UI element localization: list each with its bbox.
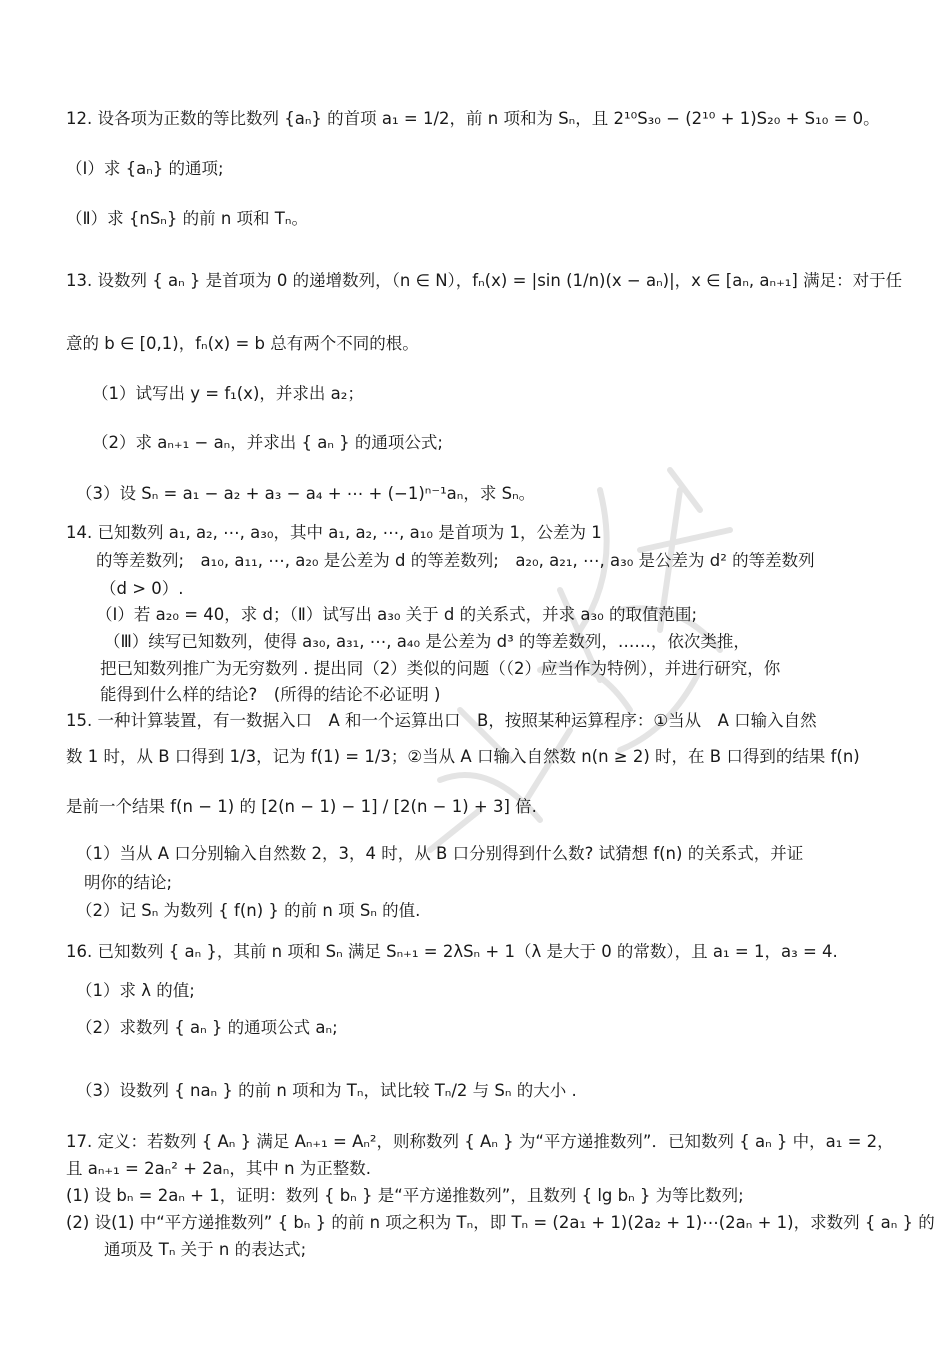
problem-14-line-2: 的等差数列; a₁₀, a₁₁, ⋯, a₂₀ 是公差为 d 的等差数列; a₂₀, a₂₁, ⋯, a₃₀ 是公差为 d² 的等差数列 — [96, 551, 815, 570]
problem-13-line-1: 13. 设数列 { aₙ } 是首项为 0 的递增数列，（n ∈ N），fₙ(x) = |sin (1/n)(x − aₙ)|，x ∈ [aₙ, aₙ₊₁] 满足：对于任 — [66, 271, 903, 290]
problem-12-line-3: （Ⅱ）求 {nSₙ} 的前 n 项和 Tₙ。 — [66, 209, 308, 228]
problem-14-line-4: （Ⅰ）若 a₂₀ = 40，求 d；（Ⅱ）试写出 a₃₀ 关于 d 的关系式，并求 a₃₀ 的取值范围; — [96, 605, 698, 624]
problem-16-line-3: （2）求数列 { aₙ } 的通项公式 aₙ; — [76, 1018, 338, 1037]
problem-17-line-5: 通项及 Tₙ 关于 n 的表达式; — [104, 1240, 307, 1259]
problem-17-line-3: (1) 设 bₙ = 2aₙ + 1，证明：数列 { bₙ } 是“平方递推数列”，且数列 { lg bₙ } 为等比数列; — [66, 1186, 744, 1205]
problem-12-line-2: （Ⅰ）求 {aₙ} 的通项; — [66, 159, 224, 178]
problem-16-line-1: 16. 已知数列 { aₙ }，其前 n 项和 Sₙ 满足 Sₙ₊₁ = 2λSₙ + 1（λ 是大于 0 的常数），且 a₁ = 1，a₃ = 4. — [66, 942, 838, 961]
problem-14-line-7: 能得到什么样的结论? (所得的结论不必证明 ) — [100, 685, 441, 704]
problem-13-line-4: （2）求 aₙ₊₁ − aₙ，并求出 { aₙ } 的通项公式; — [92, 433, 443, 452]
problem-17-line-1: 17. 定义：若数列 { Aₙ } 满足 Aₙ₊₁ = Aₙ²，则称数列 { Aₙ } 为“平方递推数列”．已知数列 { aₙ } 中，a₁ = 2， — [66, 1132, 894, 1151]
problem-13-line-2: 意的 b ∈ [0,1)，fₙ(x) = b 总有两个不同的根。 — [66, 334, 419, 353]
problem-16-line-4: （3）设数列 { naₙ } 的前 n 项和为 Tₙ，试比较 Tₙ/2 与 Sₙ 的大小 . — [76, 1081, 577, 1100]
problem-17-line-4: (2) 设(1) 中“平方递推数列” { bₙ } 的前 n 项之积为 Tₙ，即 Tₙ = (2a₁ + 1)(2a₂ + 1)⋯(2aₙ + 1)，求数列 { aₙ } 的 — [66, 1213, 935, 1232]
problem-12-line-1: 12. 设各项为正数的等比数列 {aₙ} 的首项 a₁ = 1/2，前 n 项和为 Sₙ，且 2¹⁰S₃₀ − (2¹⁰ + 1)S₂₀ + S₁₀ = 0。 — [66, 109, 880, 128]
problem-14-line-6: 把已知数列推广为无穷数列 . 提出同（2）类似的问题（（2）应当作为特例），并进行研究，你 — [100, 659, 781, 678]
problem-15-line-5: 明你的结论; — [84, 873, 173, 892]
problem-13-line-3: （1）试写出 y = f₁(x)，并求出 a₂； — [92, 384, 364, 403]
problem-13-line-5: （3）设 Sₙ = a₁ − a₂ + a₃ − a₄ + ⋯ + (−1)ⁿ⁻¹aₙ，求 Sₙ。 — [76, 484, 536, 503]
problem-15-line-1: 15. 一种计算装置，有一数据入口 A 和一个运算出口 B，按照某种运算程序：①当从 A 口输入自然 — [66, 711, 817, 730]
problem-16-line-2: （1）求 λ 的值; — [76, 981, 195, 1000]
problem-14-line-3: （d > 0）. — [100, 579, 184, 598]
problem-14-line-5: （Ⅲ）续写已知数列，使得 a₃₀, a₃₁, ⋯, a₄₀ 是公差为 d³ 的等差数列，……，依次类推， — [104, 632, 750, 651]
problem-14-line-1: 14. 已知数列 a₁, a₂, ⋯, a₃₀，其中 a₁, a₂, ⋯, a₁₀ 是首项为 1，公差为 1 — [66, 523, 602, 542]
problem-15-line-6: （2）记 Sₙ 为数列 { f(n) } 的前 n 项 Sₙ 的值. — [76, 901, 421, 920]
problem-17-line-2: 且 aₙ₊₁ = 2aₙ² + 2aₙ，其中 n 为正整数. — [66, 1159, 372, 1178]
problem-15-line-2: 数 1 时，从 B 口得到 1/3，记为 f(1) = 1/3；②当从 A 口输入自然数 n(n ≥ 2) 时，在 B 口得到的结果 f(n) — [66, 747, 860, 766]
problem-15-line-4: （1）当从 A 口分别输入自然数 2，3，4 时，从 B 口分别得到什么数? 试猜想 f(n) 的关系式，并证 — [76, 844, 804, 863]
problem-15-line-3: 是前一个结果 f(n − 1) 的 [2(n − 1) − 1] / [2(n − 1) + 3] 倍. — [66, 797, 537, 816]
